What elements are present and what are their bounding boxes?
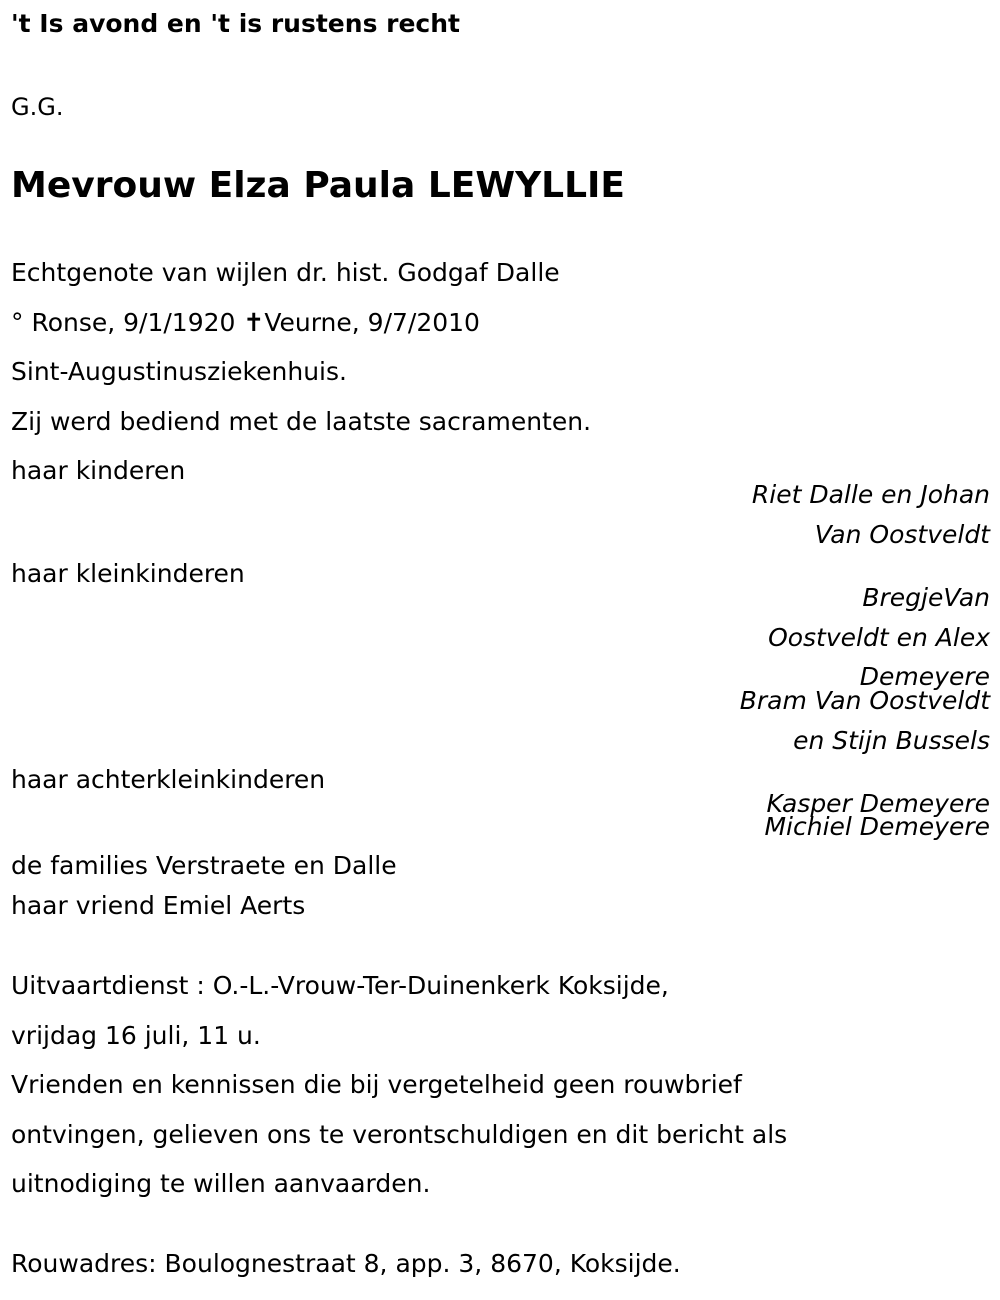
motto: 't Is avond en 't is rustens recht xyxy=(11,9,460,38)
grandchildren-label: haar kleinkinderen xyxy=(11,559,245,588)
grandchildren-name: Bram Van Oostveldt xyxy=(739,686,990,715)
notice-line: uitnodiging te willen aanvaarden. xyxy=(11,1169,431,1198)
grandchildren-name: Oostveldt en Alex xyxy=(768,623,990,652)
great-grandchildren-name: Michiel Demeyere xyxy=(764,812,990,841)
mourning-address: Rouwadres: Boulognestraat 8, app. 3, 8670, Koksijde. xyxy=(11,1249,681,1278)
dates-line xyxy=(11,308,480,337)
grandchildren-name: BregjeVan xyxy=(862,583,990,612)
notice-line: ontvingen, gelieven ons te verontschuldigen en dit bericht als xyxy=(11,1120,788,1149)
friend-line: haar vriend Emiel Aerts xyxy=(11,891,306,920)
families-line: de families Verstraete en Dalle xyxy=(11,851,397,880)
birth-date: ° Ronse, 9/1/1920 xyxy=(11,308,236,337)
children-name: Riet Dalle en Johan xyxy=(751,480,990,509)
funeral-service: Uitvaartdienst : O.-L.-Vrouw-Ter-Duinenkerk Koksijde, xyxy=(11,971,669,1000)
death-date: Veurne, 9/7/2010 xyxy=(264,308,480,337)
deceased-name: Mevrouw Elza Paula LEWYLLIE xyxy=(11,165,626,206)
grandchildren-name: Demeyere xyxy=(859,662,990,691)
sacraments-line: Zij werd bediend met de laatste sacramenten. xyxy=(11,407,592,436)
grandchildren-name: en Stijn Bussels xyxy=(793,726,990,755)
spouse-line: Echtgenote van wijlen dr. hist. Godgaf Dalle xyxy=(11,258,560,287)
gg-initials: G.G. xyxy=(11,93,64,121)
children-name: Van Oostveldt xyxy=(814,520,990,549)
notice-line: Vrienden en kennissen die bij vergetelheid geen rouwbrief xyxy=(11,1070,742,1099)
great-grandchildren-name: Kasper Demeyere xyxy=(766,789,990,818)
funeral-date: vrijdag 16 juli, 11 u. xyxy=(11,1021,261,1050)
cross-icon: ✝ xyxy=(243,308,265,337)
children-label: haar kinderen xyxy=(11,456,186,485)
great-grandchildren-label: haar achterkleinkinderen xyxy=(11,765,326,794)
place-line: Sint-Augustinusziekenhuis. xyxy=(11,357,347,386)
